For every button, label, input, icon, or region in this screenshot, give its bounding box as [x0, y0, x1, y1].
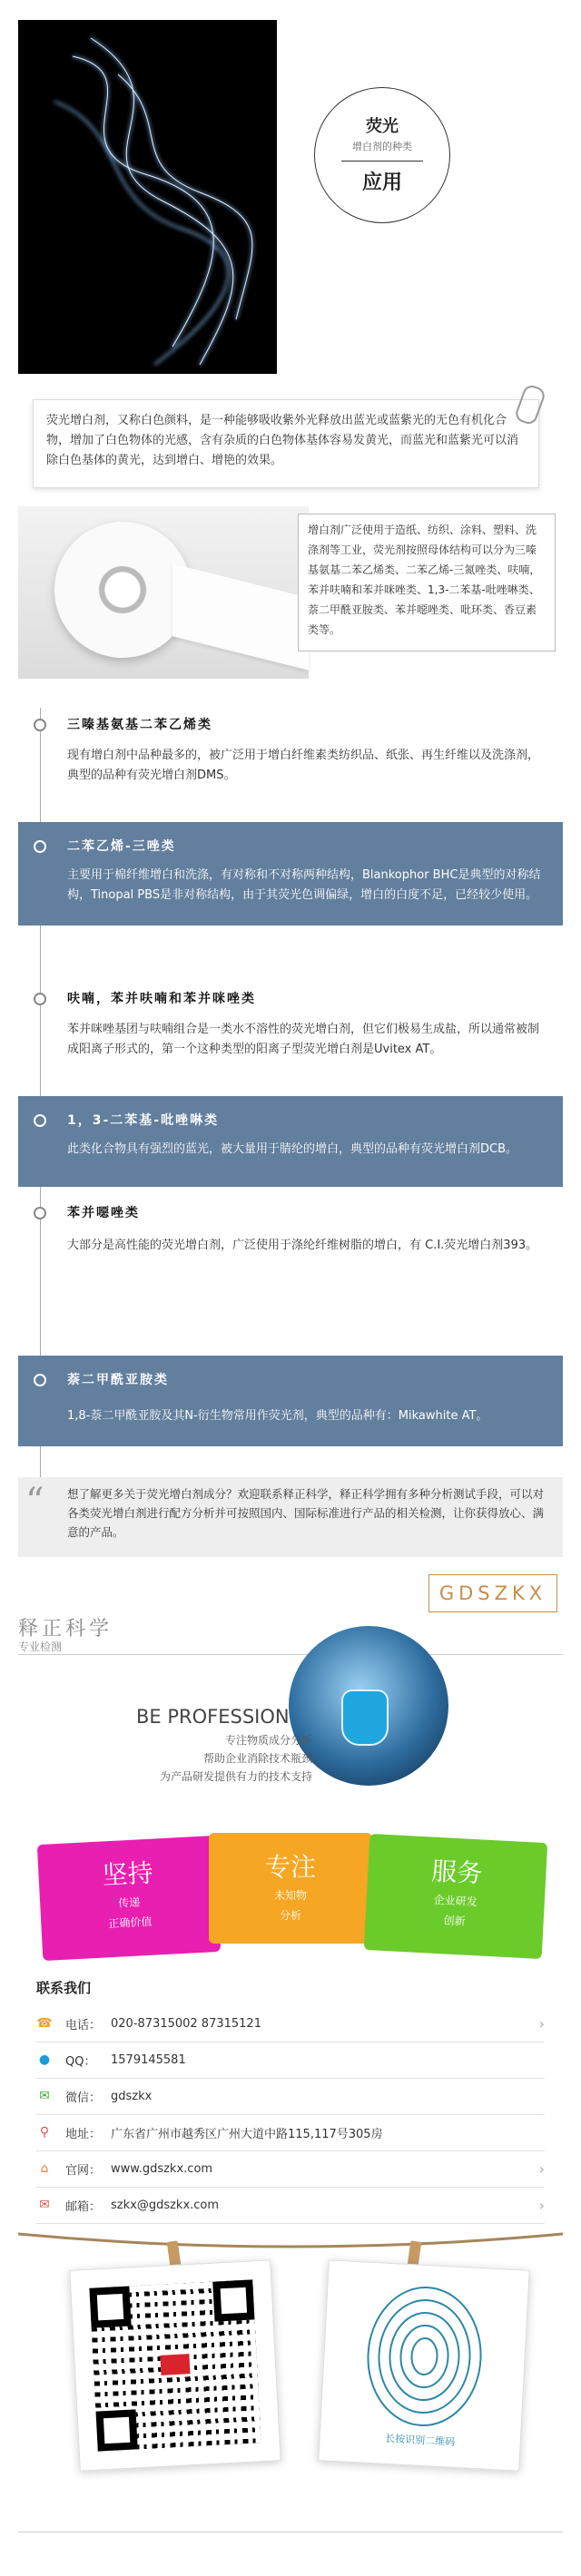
paper-roll-end: [54, 522, 191, 658]
title-badge: [314, 87, 450, 223]
contact-value: 020-87315002 87315121: [111, 2016, 261, 2031]
hero-image: [18, 20, 277, 374]
section-band: [18, 1096, 563, 1187]
light-swirl-graphic: [18, 20, 277, 374]
card-title: 坚持: [101, 1857, 154, 1891]
section-title: 萘二甲酰亚胺类: [67, 1373, 169, 1387]
home-icon: ⌂: [40, 2161, 49, 2176]
section-text: 大部分是高性能的荧光增白剂，广泛使用于涤纶纤维树脂的增白，有 C.I.荧光增白剂393。: [67, 1239, 538, 1252]
scan-hint: 长按识别二维码: [384, 2432, 456, 2448]
chevron-right-icon: ›: [538, 2014, 545, 2032]
contact-label: 微信：: [65, 2091, 102, 2105]
card-service: [364, 1834, 547, 1959]
contact-value: 广东省广州市越秀区广州大道中路115,117号305房: [111, 2127, 383, 2141]
section-text: 主要用于棉纤维增白和洗涤，有对称和不对称两种结构，Blankophor BHC是典型的对称结构，Tinopal PBS是非对称结构，由于其荧光色调偏绿，增白的白度不足，已经较少使用。: [67, 868, 541, 902]
qr-finder: [212, 2279, 254, 2321]
contact-row-phone[interactable]: [36, 2005, 545, 2042]
section-title: 呋喃，苯并呋喃和苯并咪唑类: [67, 992, 256, 1006]
contact-label: 电话：: [65, 2018, 102, 2032]
slogan: BE PROFESSION: [136, 1706, 290, 1728]
contact-title: 联系我们: [36, 1980, 92, 1996]
contact-label: QQ：: [65, 2054, 96, 2069]
card-line: 创新: [443, 1914, 466, 1928]
slogan-line: 为产品研发提供有力的技术支持: [159, 1770, 312, 1783]
contact-row-address[interactable]: [36, 2114, 545, 2151]
contact-value: szkx@gdszkx.com: [111, 2198, 220, 2212]
section-text: 此类化合物具有强烈的蓝光，被大量用于腈纶的增白，典型的品种有荧光增白剂DCB。: [67, 1142, 518, 1156]
badge-title: 荧光: [366, 117, 399, 136]
qr-finder: [89, 2287, 131, 2328]
timeline-dot: [34, 1114, 46, 1127]
flask-icon: [341, 1690, 389, 1746]
card-title: 专注: [264, 1852, 316, 1882]
section-band: [18, 822, 563, 926]
qr-finder: [96, 2409, 138, 2451]
slogan-line: 帮助企业消除技术瓶颈: [202, 1752, 312, 1765]
divider: [18, 1654, 563, 1655]
card-persist: [37, 1836, 221, 1961]
timeline-dot: [34, 719, 46, 731]
badge-subtitle: 增白剂的种类: [352, 141, 412, 152]
contact-row-website[interactable]: [36, 2150, 545, 2188]
timeline-dot: [34, 1374, 46, 1386]
qq-icon: ●: [38, 2052, 51, 2067]
wechat-icon: ✉: [39, 2089, 50, 2103]
section-title: 1，3-二苯基-吡唑啉类: [67, 1113, 220, 1128]
contact-label: 官网：: [65, 2163, 102, 2178]
chevron-right-icon: ›: [538, 2160, 545, 2178]
timeline-dot: [34, 1207, 46, 1219]
quote-icon: “: [25, 1481, 44, 1523]
contact-value: gdszkx: [111, 2089, 153, 2103]
card-line: 企业研发: [433, 1893, 478, 1909]
section-text: 现有增白剂中品种最多的，被广泛用于增白纤维素类纺织品、纸张、再生纤维以及洗涤剂，典型的品种有荧光增白剂DMS。: [67, 749, 540, 782]
section-band: [18, 1356, 563, 1446]
contact-row-qq[interactable]: [36, 2042, 545, 2079]
company-tagline: 专业检测: [18, 1641, 63, 1653]
section-text: 苯并咪唑基团与呋喃组合是一类水不溶性的荧光增白剂，但它们极易生成盐，所以通常被制成阳离子形式的，第一个这种类型的阳离子型荧光增白剂是Uvitex AT。: [67, 1023, 540, 1056]
card-line: 分析: [279, 1909, 301, 1922]
card-title: 服务: [430, 1856, 484, 1889]
card-line: 正确价值: [108, 1915, 153, 1931]
timeline-dot: [34, 993, 46, 1005]
section-text: 1,8-萘二甲酰亚胺及其N-衍生物常用作荧光剂，典型的品种有：Mikawhite AT。: [67, 1409, 488, 1423]
contact-prompt: 想了解更多关于荧光增白剂成分？欢迎联系释正科学，释正科学拥有多种分析测试手段，可以对各类荧光增白剂进行配方分析并可按照国内、国际标准进行产品的相关检测，让你获得放心、满意的产品。: [18, 1477, 563, 1557]
card-line: 未知物: [273, 1889, 307, 1902]
mail-icon: ✉: [39, 2198, 50, 2212]
section-title: 二苯乙烯-三唑类: [67, 839, 176, 854]
company-name: 释正科学: [18, 1618, 113, 1641]
intro-note: 荧光增白剂，又称白色颜料，是一种能够吸收紫外光释放出蓝光或蓝紫光的无色有机化合物，增加了白色物体的光感，含有杂质的白色物体基体容易发黄光，而蓝光和蓝紫光可以消除白色基体的黄光，达到增白、增艳的效果。: [33, 399, 539, 488]
location-icon: ⚲: [39, 2125, 50, 2140]
fingerprint-card[interactable]: [318, 2259, 529, 2471]
contact-row-email[interactable]: [36, 2187, 545, 2224]
section-title: 苯并噁唑类: [67, 1206, 140, 1220]
usage-description: 增白剂广泛使用于造纸、纺织、涂料、塑料、洗涤剂等工业，荧光剂按照母体结构可以分为三嗪基氨基二苯乙烯类、二苯乙烯-三氮唑类、呋喃，苯并呋喃和苯并咪唑类、1,3-二苯基-吡唑啉类、萘二甲酰亚胺类、苯并噁唑类、吡环类、香豆素类等。: [298, 514, 556, 651]
company-code-badge: GDSZKX: [428, 1574, 557, 1612]
paperclip-icon: [514, 383, 547, 426]
slogan-lines: [160, 1731, 312, 1786]
card-line: 传递: [117, 1895, 141, 1910]
badge-heading: 应用: [361, 171, 402, 194]
qr-code-card[interactable]: [69, 2259, 281, 2471]
qr-logo: [160, 2354, 190, 2375]
timeline-dot: [34, 840, 46, 853]
contact-label: 地址：: [65, 2127, 102, 2141]
contact-label: 邮箱：: [65, 2199, 102, 2214]
contact-value: 1579145581: [111, 2052, 186, 2067]
card-focus: [209, 1833, 372, 1944]
contact-value: www.gdszkx.com: [111, 2161, 213, 2176]
badge-divider: [341, 161, 423, 162]
hanging-rope: [18, 2228, 563, 2265]
phone-icon: ☎: [36, 2016, 53, 2031]
slogan-line: 专注物质成分分析: [224, 1734, 312, 1747]
section-title: 三嗪基氨基二苯乙烯类: [67, 718, 212, 732]
chevron-right-icon: ›: [538, 2196, 545, 2214]
contact-row-wechat[interactable]: [36, 2078, 545, 2115]
